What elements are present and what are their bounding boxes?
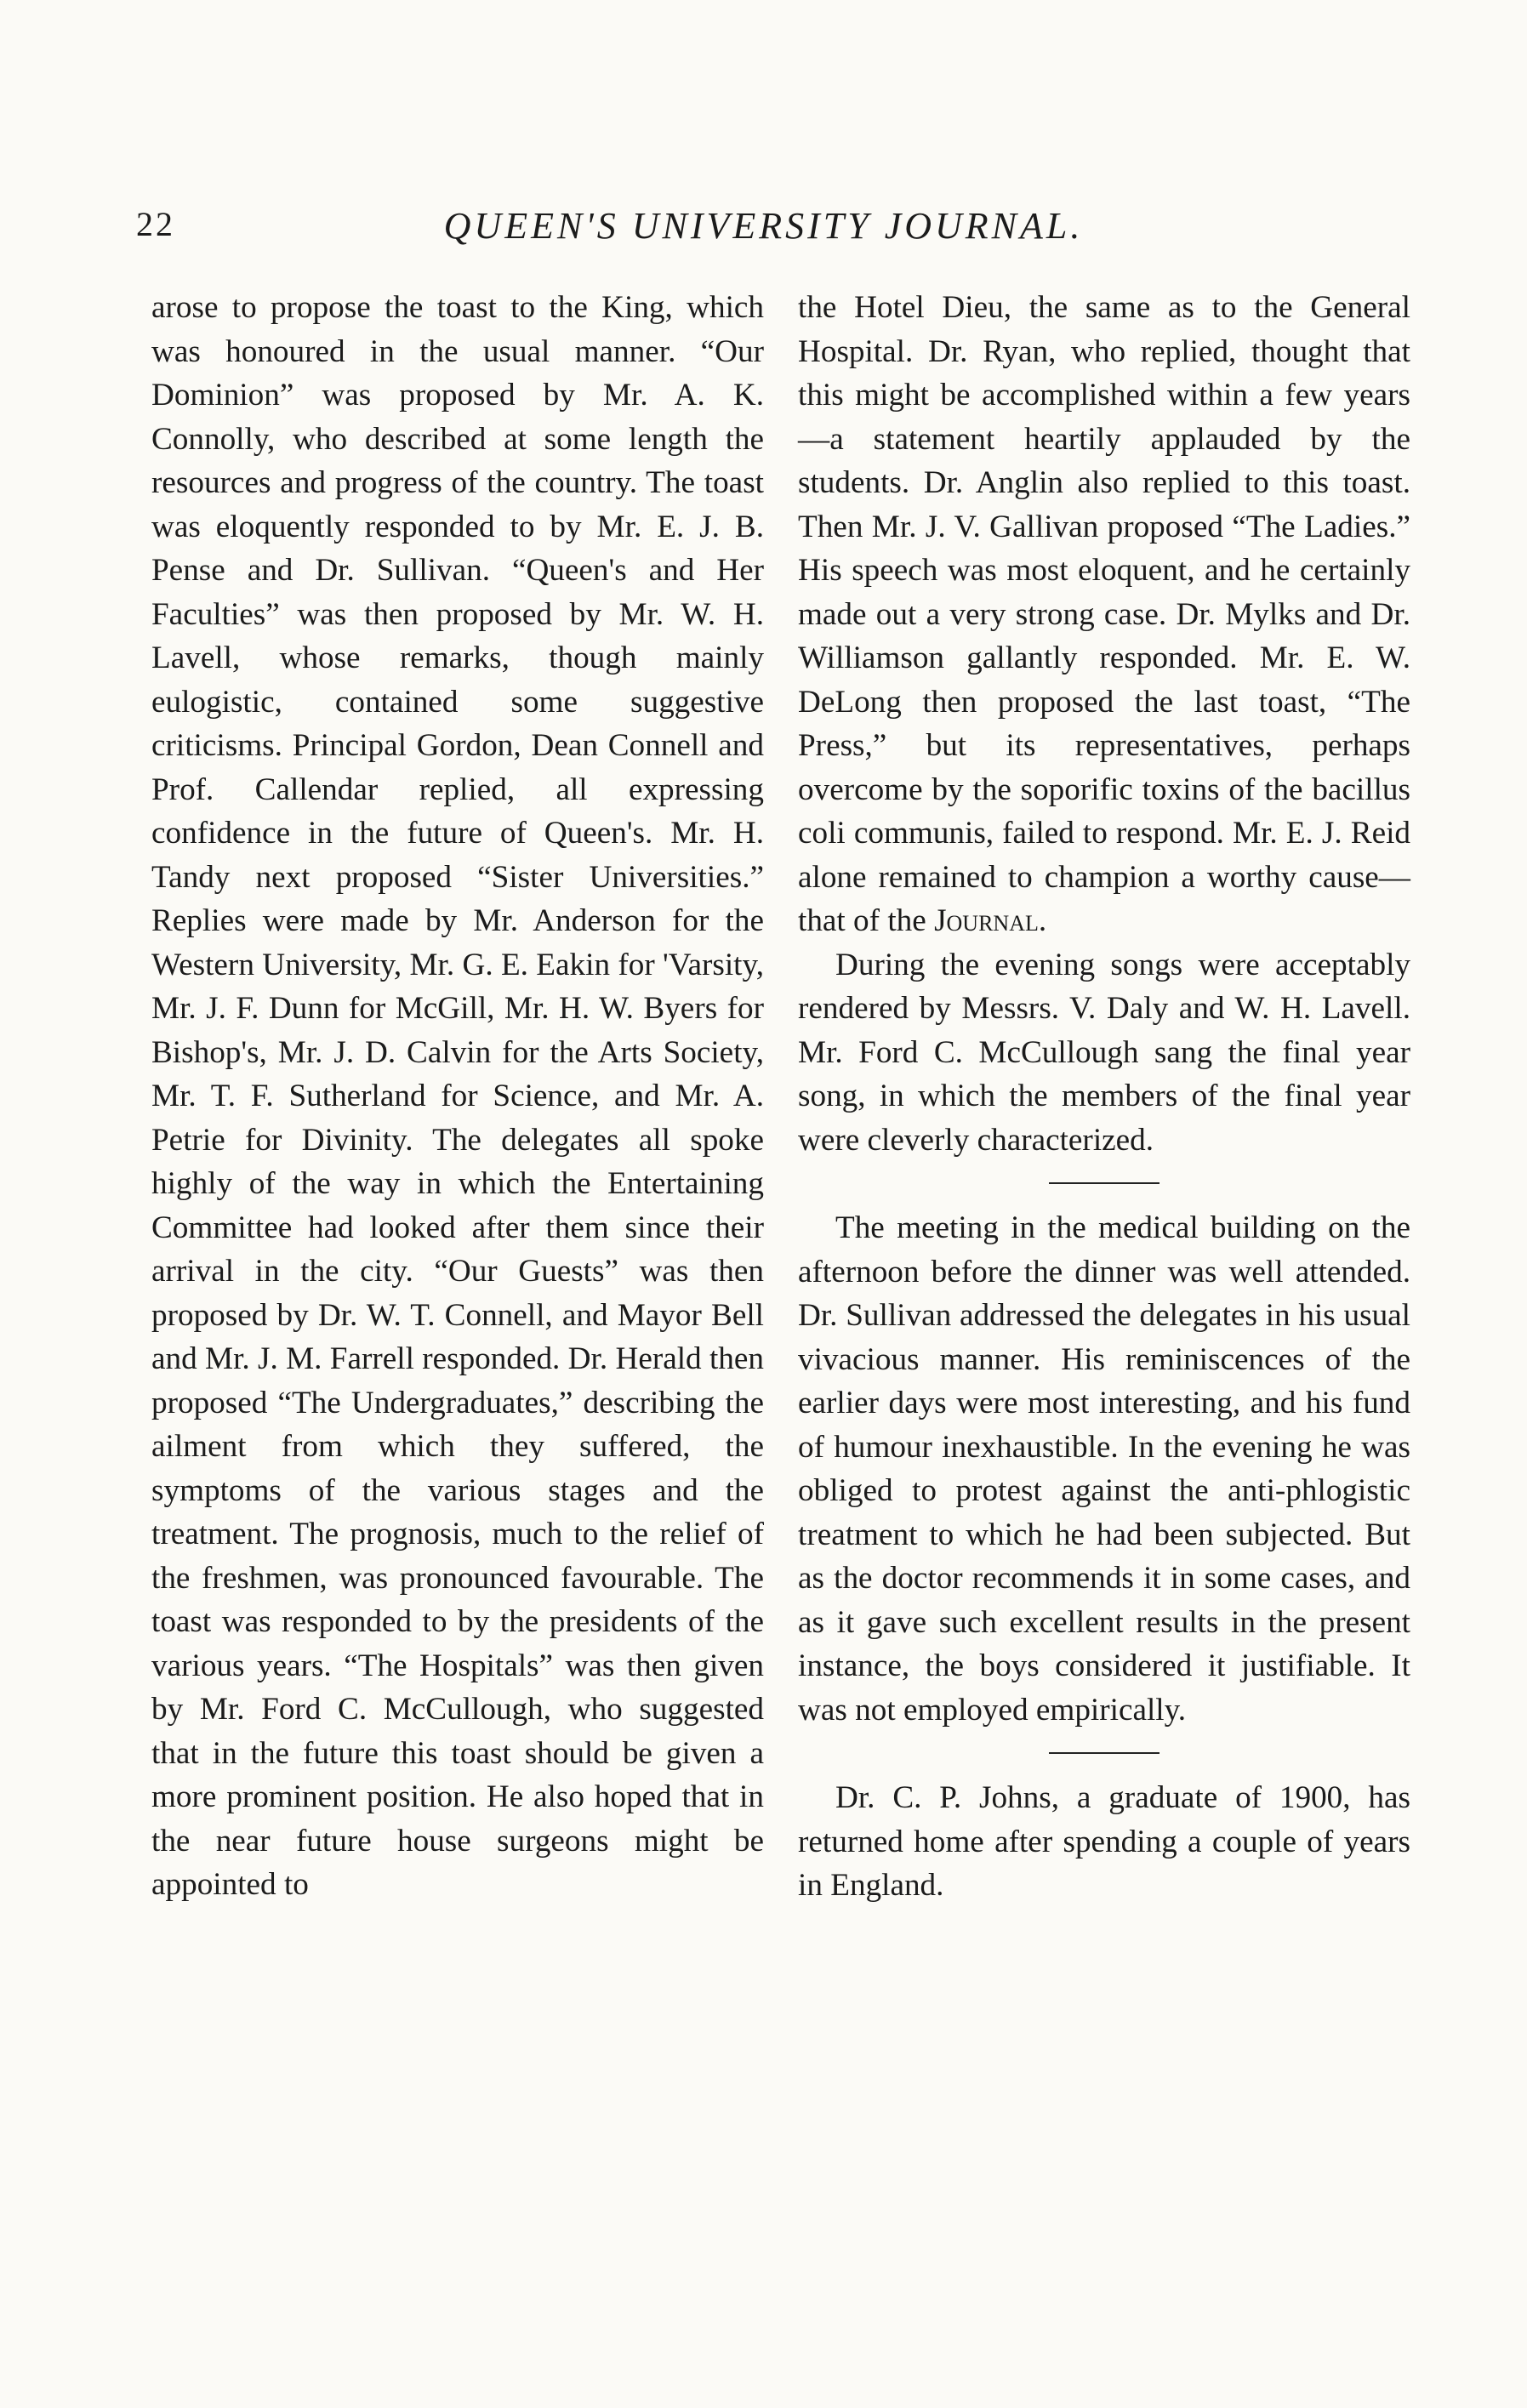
right-paragraph-2: During the evening songs were acceptably rendered by Messrs. V. Daly and W. H. Lavell. Mr. Ford C. McCullough sang the final year song, in which the members of the final year were cleverly characterized. xyxy=(798,947,1410,1158)
right-paragraph-3: The meeting in the medical building on the afternoon before the dinner was well attended. Dr. Sullivan addressed the delegates in his usual vivacious manner. His reminiscences of the earlier days were most interesting, and his fund of humour inexhaustible. In the evening he was obliged to protest against the anti-phlogistic treatment to which he had been subjected. But as the doctor recommends it in some cases, and as it gave such excellent results in the present instance, the boys considered it justifiable. It was not employed empirically. xyxy=(798,1210,1410,1728)
journal-name: Journal xyxy=(934,903,1039,938)
section-divider xyxy=(1049,1752,1159,1754)
section-divider xyxy=(1049,1182,1159,1184)
right-paragraph-1-text: the Hotel Dieu, the same as to the General Hospital. Dr. Ryan, who replied, thought that this might be accomplished within a few years—a statement heartily applauded by the students. Dr. Anglin also replied to this toast. Then Mr. J. V. Gallivan proposed “The Ladies.” His speech was most eloquent, and he certainly made out a very strong case. Dr. Mylks and Dr. Williamson gallantly responded. Mr. E. W. DeLong then proposed the last toast, “The Press,” but its representatives, perhaps overcome by the soporific toxins of the bacillus coli communis, failed to respond. Mr. E. J. Reid alone remained to champion a worthy cause—that of the xyxy=(798,290,1410,938)
left-paragraph-1: arose to propose the toast to the King, which was honoured in the usual manner. “Our Dominion” was proposed by Mr. A. K. Connolly, who described at some length the resources and progress of the country. The toast was eloquently responded to by Mr. E. J. B. Pense and Dr. Sullivan. “Queen's and Her Faculties” was then proposed by Mr. W. H. Lavell, whose remarks, though mainly eulogistic, contained some suggestive criticisms. Principal Gordon, Dean Connell and Prof. Callendar replied, all expressing confidence in the future of Queen's. Mr. H. Tandy next proposed “Sister Universities.” Replies were made by Mr. Anderson for the Western University, Mr. G. E. Eakin for 'Varsity, Mr. J. F. Dunn for McGill, Mr. H. W. Byers for Bishop's, Mr. J. D. Calvin for the Arts Society, Mr. T. F. Sutherland for Science, and Mr. A. Petrie for Divinity. The delegates all spoke highly of the way in which the Entertaining Committee had looked after them since their arrival in the city. “Our Guests” was then proposed by Dr. W. T. Connell, and Mayor Bell and Mr. J. M. Farrell responded. Dr. Herald then proposed “The Undergraduates,” describing the ailment from which they suffered, the symptoms of the various stages and the treatment. The prognosis, much to the relief of the freshmen, was pronounced favourable. The toast was responded to by the presidents of the various years. “The Hospitals” was then given by Mr. Ford C. McCullough, who suggested that in the future this toast should be given a more prominent position. He also hoped that in the near future house surgeons might be appointed to xyxy=(151,290,764,1902)
right-column xyxy=(798,286,1410,1908)
right-paragraph-1-end: . xyxy=(1038,903,1047,938)
left-column xyxy=(151,286,764,1907)
right-paragraph-4: Dr. C. P. Johns, a graduate of 1900, has returned home after spending a couple of years in England. xyxy=(798,1780,1410,1903)
page-header xyxy=(136,204,1391,255)
page-number: 22 xyxy=(136,205,175,243)
right-paragraph-1 xyxy=(798,286,1410,943)
journal-title: QUEEN'S UNIVERSITY JOURNAL. xyxy=(443,205,1084,247)
